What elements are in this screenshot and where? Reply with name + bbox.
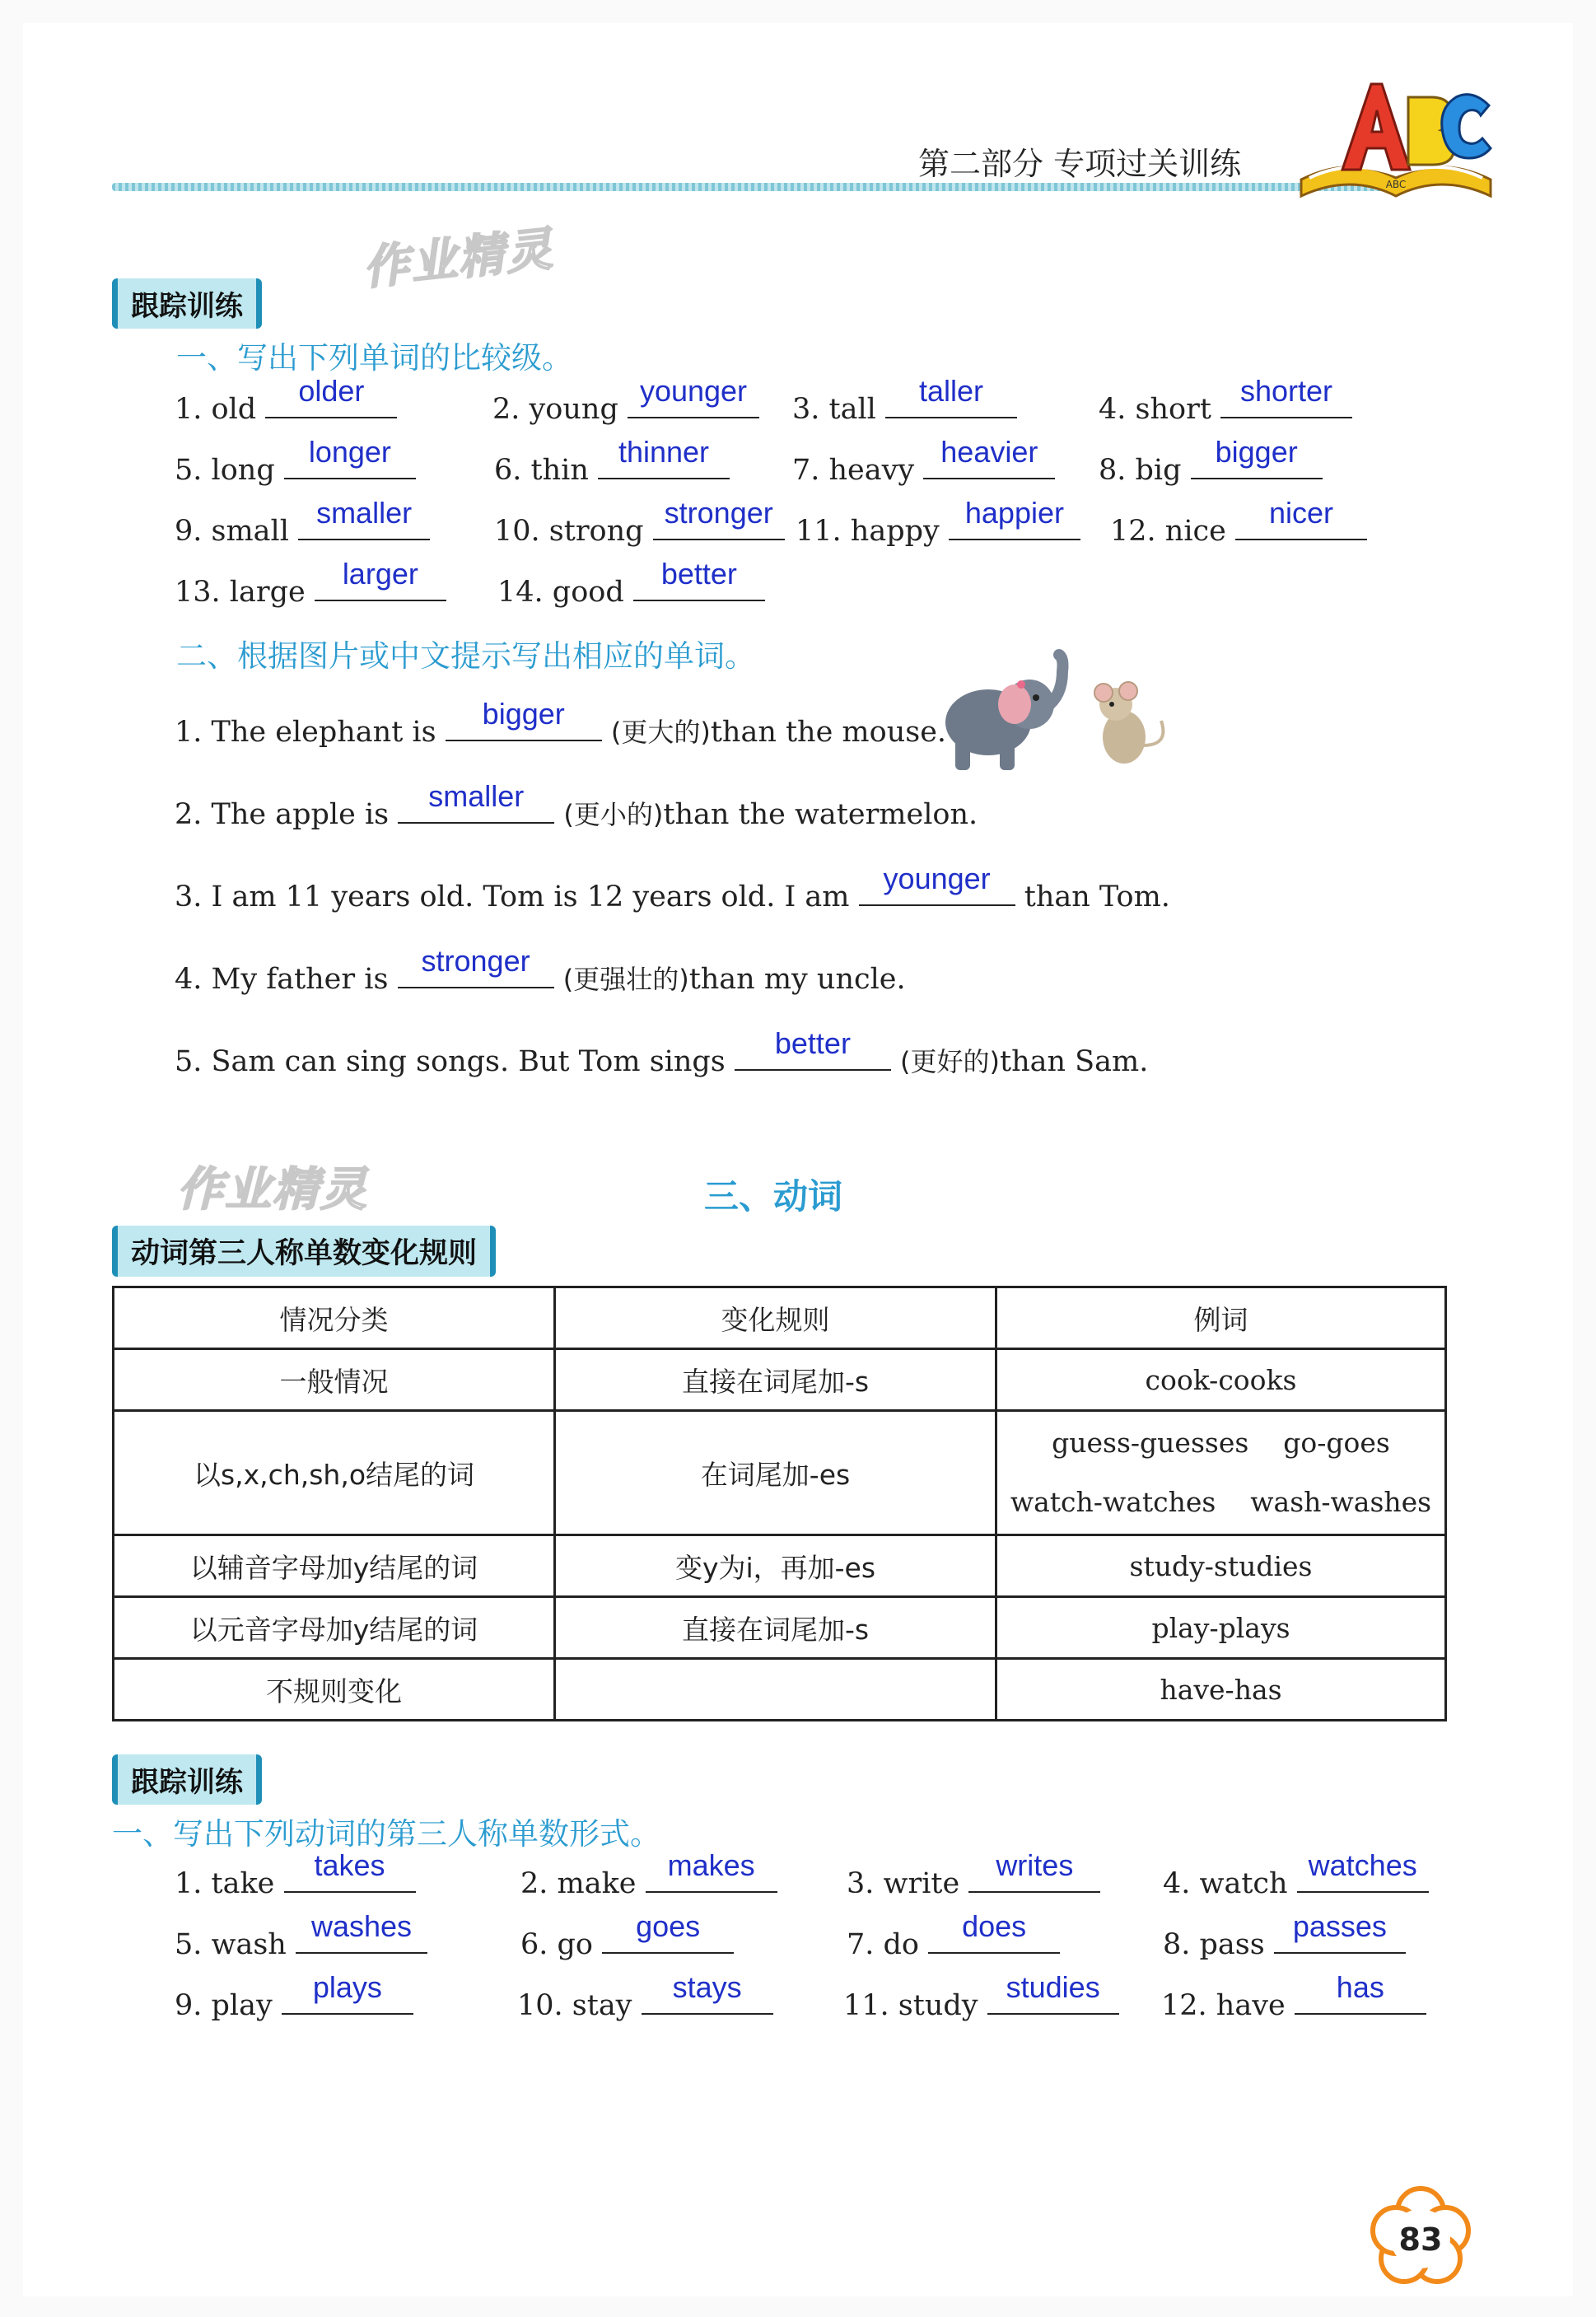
answer-text: heavier xyxy=(940,435,1038,469)
rule-cell: 在词尾加-es xyxy=(555,1411,996,1535)
table-header-cell: 例词 xyxy=(996,1287,1446,1349)
answer-blank[interactable] xyxy=(1220,374,1352,418)
answer-blank[interactable] xyxy=(398,779,554,824)
answer-text: makes xyxy=(667,1848,755,1882)
sentence-suffix: than Tom. xyxy=(1024,881,1170,913)
watermark: 作业精灵 xyxy=(177,1163,368,1217)
exercise-item xyxy=(792,374,1017,426)
watermark: 作业精灵 xyxy=(360,222,557,296)
answer-blank[interactable] xyxy=(284,1848,416,1893)
answer-text: stronger xyxy=(664,496,773,530)
exercise-item xyxy=(847,1848,1100,1900)
answer-blank[interactable] xyxy=(298,496,430,540)
question-word: 12. nice xyxy=(1110,515,1226,548)
answer-blank[interactable] xyxy=(602,1909,734,1954)
question-word: 10. stay xyxy=(517,1989,632,2022)
sentence-item xyxy=(175,944,906,997)
verb-section-title: 三、动词 xyxy=(704,1176,843,1217)
answer-blank[interactable] xyxy=(398,944,554,988)
question-word: 7. do xyxy=(847,1928,919,1961)
question-word: 7. heavy xyxy=(792,454,915,487)
question-word: 6. go xyxy=(520,1928,593,1961)
part1-title: 一、写出下列单词的比较级。 xyxy=(176,340,572,376)
exercise-item xyxy=(843,1970,1119,2022)
example-cell: cook-cooks xyxy=(996,1349,1446,1411)
exercise-item xyxy=(492,374,759,426)
exercise-item xyxy=(520,1848,777,1900)
sentence-prefix: 2. The apple is xyxy=(175,798,390,831)
answer-blank[interactable] xyxy=(859,862,1015,906)
exercise-item xyxy=(1110,496,1367,548)
answer-text: writes xyxy=(996,1848,1074,1882)
question-word: 2. make xyxy=(520,1867,637,1900)
case-cell: 以辅音字母加y结尾的词 xyxy=(114,1535,555,1597)
answer-blank[interactable] xyxy=(1235,496,1367,540)
section-tag: 跟踪训练 xyxy=(112,278,262,329)
answer-text: plays xyxy=(312,1970,382,2004)
answer-text: smaller xyxy=(428,779,525,813)
sentence-prefix: 5. Sam can sing songs. But Tom sings xyxy=(175,1045,726,1078)
verb-rules-table xyxy=(112,1286,1447,1721)
exercise-item xyxy=(175,1909,427,1961)
question-word: 9. small xyxy=(175,515,289,548)
answer-blank[interactable] xyxy=(296,1909,427,1954)
example-cell: play-plays xyxy=(996,1597,1446,1659)
elephant-icon xyxy=(945,655,1063,770)
question-word: 6. thin xyxy=(494,454,589,487)
sentence-item xyxy=(175,779,978,832)
answer-text: studies xyxy=(1006,1970,1100,2004)
sentence-prefix: 3. I am 11 years old. Tom is 12 years old. I am xyxy=(175,881,850,913)
question-word: 1. take xyxy=(175,1867,275,1900)
answer-text: happier xyxy=(964,496,1064,530)
sentence-prefix: 1. The elephant is xyxy=(175,716,436,749)
exercise-item xyxy=(175,435,416,487)
answer-text: shorter xyxy=(1240,374,1333,408)
chinese-hint: (更大的) xyxy=(610,717,711,748)
table-row xyxy=(114,1659,1446,1721)
table-row xyxy=(114,1597,1446,1659)
page-number: 83 xyxy=(1398,2221,1443,2258)
answer-text: has xyxy=(1336,1970,1384,2004)
question-word: 13. large xyxy=(175,576,306,609)
answer-text: does xyxy=(962,1909,1027,1943)
header-divider xyxy=(112,183,1413,191)
exercise-item xyxy=(1163,1848,1429,1900)
question-word: 2. young xyxy=(492,393,618,426)
answer-text: goes xyxy=(636,1909,701,1943)
answer-text: older xyxy=(298,374,365,408)
exercise-item xyxy=(175,374,397,426)
answer-blank[interactable] xyxy=(598,435,730,479)
answer-blank[interactable] xyxy=(987,1970,1119,2015)
question-word: 5. long xyxy=(175,454,275,487)
section3-title: 一、写出下列动词的第三人称单数形式。 xyxy=(112,1816,660,1852)
sentence-prefix: 4. My father is xyxy=(175,963,389,996)
sentence-suffix: than Sam. xyxy=(1000,1045,1149,1078)
answer-text: stronger xyxy=(421,944,530,978)
sentence-suffix: than the mouse. xyxy=(710,716,947,749)
sentence-item xyxy=(175,862,1170,913)
example-line: guess-guesses go-goes xyxy=(1052,1427,1390,1459)
answer-blank[interactable] xyxy=(633,557,765,601)
question-word: 11. study xyxy=(843,1989,978,2022)
answer-text: washes xyxy=(310,1909,413,1943)
exercise-item xyxy=(847,1909,1060,1961)
sentence-item xyxy=(175,1026,1149,1079)
exercise-item xyxy=(175,557,446,609)
question-word: 10. strong xyxy=(494,515,644,548)
answer-blank[interactable] xyxy=(735,1026,891,1071)
table-header-cell: 变化规则 xyxy=(555,1287,996,1349)
mouse-icon xyxy=(1094,682,1163,764)
answer-text: bigger xyxy=(1215,435,1298,469)
exercise-item xyxy=(1099,374,1352,426)
answer-text: passes xyxy=(1292,1909,1387,1943)
question-word: 1. old xyxy=(175,393,257,426)
table-row xyxy=(114,1349,1446,1411)
table-row xyxy=(114,1535,1446,1597)
exercise-item xyxy=(796,496,1080,548)
case-cell: 以元音字母加y结尾的词 xyxy=(114,1597,555,1659)
chinese-hint: (更好的) xyxy=(900,1046,1001,1077)
question-word: 11. happy xyxy=(796,515,940,548)
example-cell xyxy=(996,1411,1446,1535)
sentence-item xyxy=(175,697,947,750)
exercise-item xyxy=(175,496,430,548)
exercise-item xyxy=(175,1848,416,1900)
question-word: 9. play xyxy=(175,1989,273,2022)
answer-text: better xyxy=(660,557,737,591)
answer-blank[interactable] xyxy=(315,557,446,601)
example-cell: study-studies xyxy=(996,1535,1446,1597)
exercise-item xyxy=(1099,435,1323,487)
exercise-item xyxy=(1161,1970,1426,2022)
exercise-item xyxy=(792,435,1055,487)
case-cell: 一般情况 xyxy=(114,1349,555,1411)
answer-text: thinner xyxy=(618,435,710,469)
answer-blank[interactable] xyxy=(628,374,759,418)
example-line: watch-watches wash-washes xyxy=(1010,1486,1432,1518)
question-word: 4. watch xyxy=(1163,1867,1288,1900)
exercise-item xyxy=(517,1970,773,2022)
chinese-hint: (更强壮的) xyxy=(562,964,689,995)
answer-text: taller xyxy=(918,374,983,408)
exercise-item xyxy=(497,557,765,609)
answer-text: smaller xyxy=(316,496,413,530)
header-title: 第二部分 专项过关训练 xyxy=(918,146,1242,182)
rule-cell: 直接在词尾加-s xyxy=(555,1349,996,1411)
answer-text: better xyxy=(774,1026,851,1060)
question-word: 4. short xyxy=(1099,393,1211,426)
answer-blank[interactable] xyxy=(646,1848,777,1893)
question-word: 14. good xyxy=(497,576,624,609)
answer-blank[interactable] xyxy=(923,435,1055,479)
exercise-item xyxy=(175,1970,413,2022)
exercise-item xyxy=(520,1909,734,1961)
answer-blank[interactable] xyxy=(282,1970,413,2015)
question-word: 8. big xyxy=(1099,454,1182,487)
case-cell: 以s,x,ch,sh,o结尾的词 xyxy=(114,1411,555,1535)
sentence-suffix: than my uncle. xyxy=(688,963,906,996)
example-cell: have-has xyxy=(996,1659,1446,1721)
question-word: 8. pass xyxy=(1163,1928,1265,1961)
exercise-item xyxy=(1163,1909,1406,1961)
answer-text: longer xyxy=(308,435,391,469)
section-tag: 跟踪训练 xyxy=(112,1754,262,1805)
table-row xyxy=(114,1411,1446,1535)
table-header-row xyxy=(114,1287,1446,1349)
answer-blank[interactable] xyxy=(1295,1970,1426,2015)
answer-text: takes xyxy=(314,1848,385,1882)
answer-text: watches xyxy=(1308,1848,1417,1882)
answer-blank[interactable] xyxy=(284,435,416,479)
answer-text: bigger xyxy=(482,697,565,731)
answer-text: larger xyxy=(342,557,418,591)
elephant-mouse-illustration xyxy=(939,647,1178,778)
answer-blank[interactable] xyxy=(265,374,397,418)
case-cell: 不规则变化 xyxy=(114,1659,555,1721)
abc-book-logo xyxy=(1293,72,1499,204)
page-number-badge xyxy=(1359,2175,1482,2298)
chinese-hint: (更小的) xyxy=(563,799,664,830)
question-word: 12. have xyxy=(1161,1989,1286,2022)
rule-cell: 变y为i，再加-es xyxy=(555,1535,996,1597)
question-word: 5. wash xyxy=(175,1928,287,1961)
answer-blank[interactable] xyxy=(968,1848,1100,1893)
answer-blank[interactable] xyxy=(653,496,785,540)
answer-blank[interactable] xyxy=(642,1970,773,2015)
verb-rules-tag: 动词第三人称单数变化规则 xyxy=(112,1226,496,1277)
answer-text: stays xyxy=(672,1970,742,2004)
question-word: 3. tall xyxy=(792,393,876,426)
question-word: 3. write xyxy=(847,1867,960,1900)
answer-text: younger xyxy=(639,374,748,408)
table-header-cell: 情况分类 xyxy=(114,1287,555,1349)
answer-blank[interactable] xyxy=(1274,1909,1406,1954)
logo-text: ABC xyxy=(1385,179,1407,190)
answer-blank[interactable] xyxy=(446,697,602,741)
answer-blank[interactable] xyxy=(1297,1848,1429,1893)
answer-blank[interactable] xyxy=(1191,435,1323,479)
answer-blank[interactable] xyxy=(949,496,1080,540)
exercise-item xyxy=(494,496,785,548)
answer-blank[interactable] xyxy=(885,374,1017,418)
sentence-suffix: than the watermelon. xyxy=(663,798,978,831)
rule-cell xyxy=(555,1659,996,1721)
part2-title: 二、根据图片或中文提示写出相应的单词。 xyxy=(176,638,755,674)
rule-cell: 直接在词尾加-s xyxy=(555,1597,996,1659)
exercise-item xyxy=(494,435,730,487)
answer-text: younger xyxy=(883,862,991,895)
answer-text: nicer xyxy=(1268,496,1333,530)
answer-blank[interactable] xyxy=(928,1909,1060,1954)
